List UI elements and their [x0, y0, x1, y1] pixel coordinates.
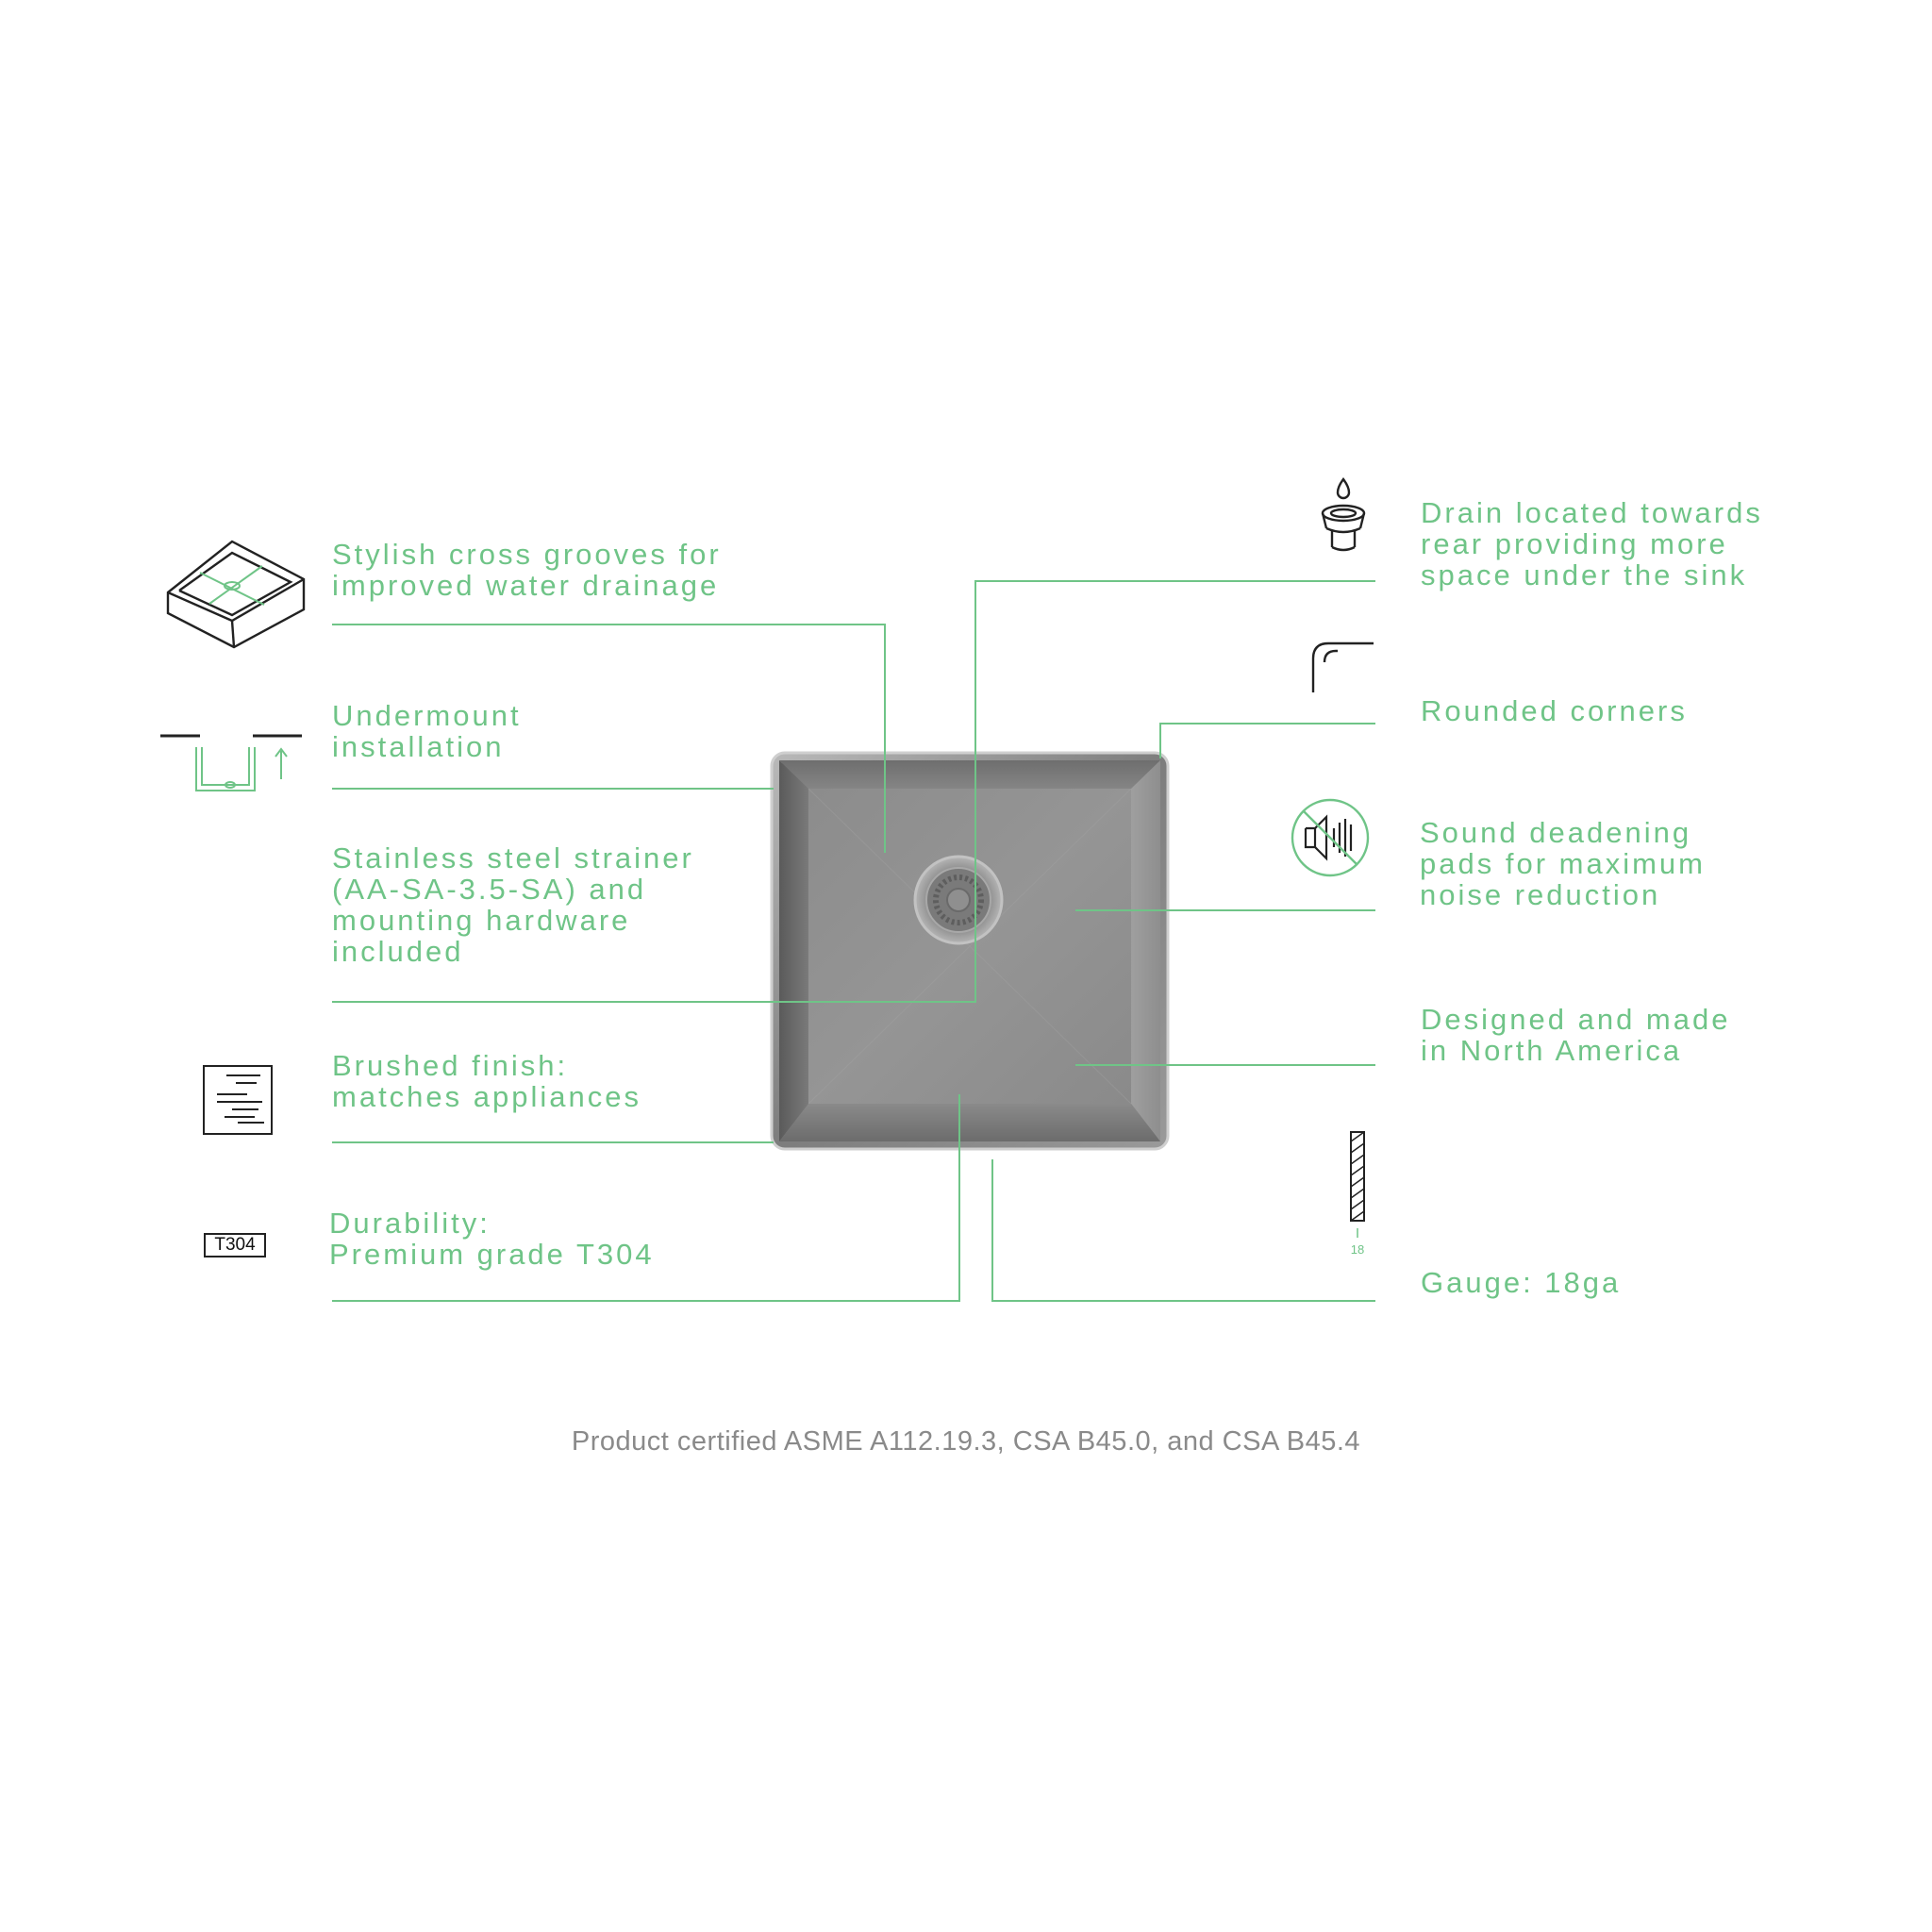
feature-sound-deadening: Sound deadening pads for maximum noise reduction [1420, 816, 1706, 911]
sink-box-icon [168, 541, 304, 647]
feature-durability: Durability: Premium grade T304 [329, 1207, 655, 1271]
feature-strainer: Stainless steel strainer (AA-SA-3.5-SA) and mounting hardware included [332, 841, 694, 968]
feature-undermount: Undermount installation [332, 699, 522, 763]
undermount-icon [160, 736, 302, 791]
feature-brushed-finish: Brushed finish: matches appliances [332, 1049, 641, 1113]
feature-rounded-corners: Rounded corners [1421, 694, 1688, 727]
feature-drain: Drain located towards rear providing more space under the sink [1421, 496, 1763, 591]
feature-cross-grooves: Stylish cross grooves for improved water drainage [332, 538, 722, 602]
muted-speaker-icon [1292, 800, 1368, 875]
brushed-finish-icon [204, 1066, 272, 1134]
rounded-corner-icon [1313, 643, 1374, 692]
feature-gauge: Gauge: 18ga [1421, 1266, 1622, 1299]
certification-footer: Product certified ASME A112.19.3, CSA B45.0, and CSA B45.4 [571, 1426, 1361, 1457]
feature-designed-made: Designed and made in North America [1421, 1003, 1731, 1067]
drain-icon [1323, 479, 1364, 550]
gauge-number: 18 [1350, 1242, 1365, 1257]
sink-image [772, 753, 1168, 1149]
gauge-bar-icon [1351, 1132, 1364, 1238]
t304-badge-icon: T304 [204, 1233, 266, 1257]
